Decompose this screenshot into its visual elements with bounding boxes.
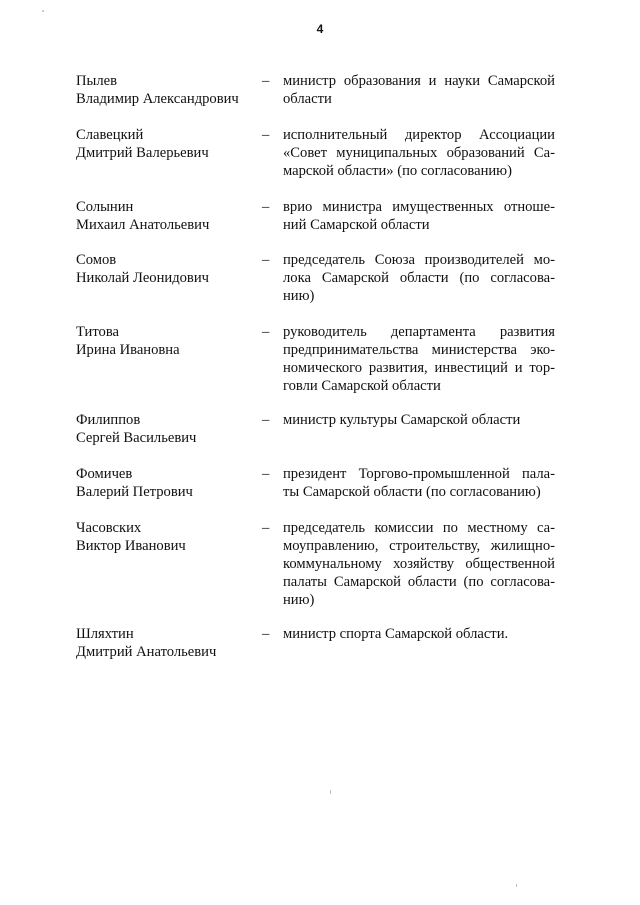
position-description: [283, 625, 555, 643]
position-description: [283, 323, 555, 395]
given-names: Владимир Александрович: [76, 91, 239, 107]
surname: Шляхтин: [76, 626, 134, 642]
surname: Сомов: [76, 252, 117, 268]
person-name: [76, 625, 256, 661]
desc-line: президент Торгово-промышленной пала-: [283, 466, 555, 482]
person-name: [76, 519, 256, 555]
desc-line: председатель комиссии по местному са-: [283, 520, 555, 536]
surname: Пылев: [76, 73, 117, 89]
given-names: Виктор Иванович: [76, 538, 186, 554]
surname: Солынин: [76, 199, 134, 215]
desc-line: марской области» (по согласованию): [283, 163, 512, 179]
position-description: [283, 198, 555, 234]
desc-line: нию): [283, 288, 315, 304]
person-name: [76, 465, 256, 501]
position-description: [283, 411, 555, 429]
dash: –: [262, 199, 270, 215]
surname: Славецкий: [76, 127, 144, 143]
scan-speck: [42, 10, 44, 12]
desc-line: моуправлению, строительству, жилищно-: [283, 538, 555, 554]
surname: Филиппов: [76, 412, 141, 428]
desc-line: номического развития, инвестиций и тор-: [283, 360, 555, 376]
desc-line: исполнительный директор Ассоциации: [283, 127, 555, 143]
dash: –: [262, 466, 270, 482]
desc-line: «Совет муниципальных образований Са-: [283, 145, 555, 161]
given-names: Сергей Васильевич: [76, 430, 197, 446]
given-names: Михаил Анатольевич: [76, 217, 210, 233]
dash: –: [262, 252, 270, 268]
desc-line: председатель Союза производителей мо-: [283, 252, 555, 268]
surname: Титова: [76, 324, 120, 340]
person-name: [76, 72, 256, 108]
given-names: Валерий Петрович: [76, 484, 193, 500]
position-description: [283, 72, 555, 108]
dash: –: [262, 626, 270, 642]
person-name: [76, 251, 256, 287]
desc-line: нию): [283, 592, 315, 608]
desc-line: министр спорта Самарской области.: [283, 626, 509, 642]
desc-line: руководитель департамента развития: [283, 324, 555, 340]
desc-line: ний Самарской области: [283, 217, 430, 233]
dash: –: [262, 520, 270, 536]
surname: Фомичев: [76, 466, 133, 482]
position-description: [283, 126, 555, 180]
desc-line: лока Самарской области (по согласова-: [283, 270, 555, 286]
desc-line: министр образования и науки Самарской: [283, 73, 555, 89]
desc-line: коммунальному хозяйству общественной: [283, 556, 555, 572]
position-description: [283, 251, 555, 305]
given-names: Дмитрий Валерьевич: [76, 145, 209, 161]
given-names: Ирина Ивановна: [76, 342, 180, 358]
person-name: [76, 198, 256, 234]
given-names: Николай Леонидович: [76, 270, 209, 286]
person-name: [76, 126, 256, 162]
scan-speck: [516, 884, 517, 887]
position-description: [283, 465, 555, 501]
desc-line: говли Самарской области: [283, 378, 441, 394]
desc-line: палаты Самарской области (по согласова-: [283, 574, 555, 590]
scan-speck: [330, 790, 331, 794]
desc-line: предпринимательства министерства эко-: [283, 342, 555, 358]
dash: –: [262, 73, 270, 89]
surname: Часовских: [76, 520, 142, 536]
position-description: [283, 519, 555, 609]
desc-line: области: [283, 91, 332, 107]
desc-line: ты Самарской области (по согласованию): [283, 484, 541, 500]
dash: –: [262, 324, 270, 340]
dash: –: [262, 412, 270, 428]
person-name: [76, 323, 256, 359]
person-name: [76, 411, 256, 447]
given-names: Дмитрий Анатольевич: [76, 644, 217, 660]
dash: –: [262, 127, 270, 143]
page-number: 4: [316, 22, 324, 36]
desc-line: врио министра имущественных отноше-: [283, 199, 555, 215]
desc-line: министр культуры Самарской области: [283, 412, 521, 428]
